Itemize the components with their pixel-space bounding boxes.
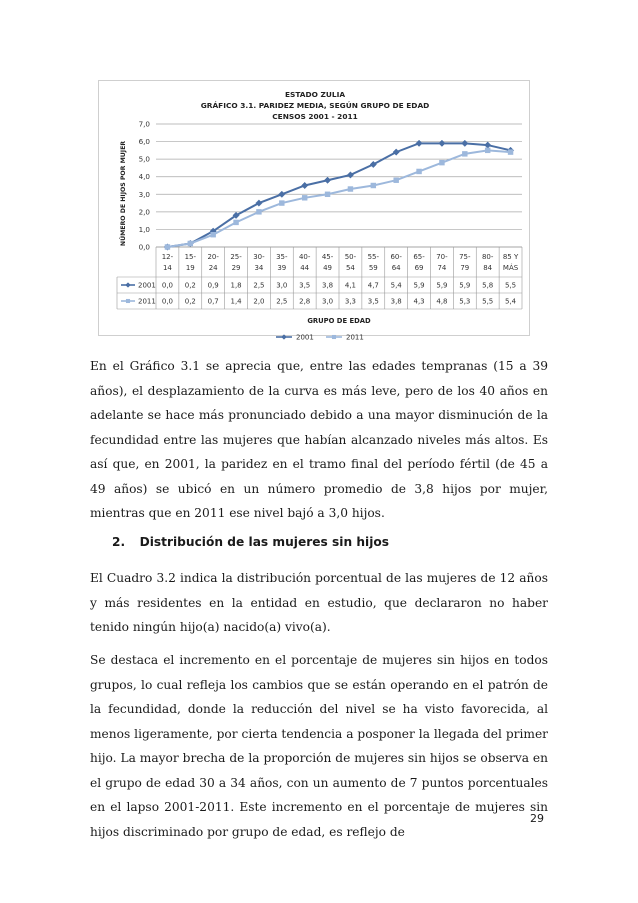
data-table-value: 3,0 xyxy=(321,297,334,306)
category-label-line1: 85 Y xyxy=(502,253,519,261)
page-number: 29 xyxy=(530,812,544,825)
data-point-2011 xyxy=(485,148,490,153)
data-point-2001 xyxy=(301,182,307,188)
category-label-line2: MÁS xyxy=(502,264,519,272)
data-table-value: 5,5 xyxy=(482,297,494,306)
data-point-2001 xyxy=(416,140,422,146)
category-label-line1: 20- xyxy=(207,253,219,261)
category-label-line2: 14 xyxy=(162,264,172,272)
category-label-line1: 60- xyxy=(390,253,402,261)
category-label-line1: 50- xyxy=(344,253,357,261)
data-point-2011 xyxy=(233,220,238,225)
data-point-2011 xyxy=(416,169,421,174)
category-label-line1: 80- xyxy=(481,253,494,261)
data-point-2011 xyxy=(279,200,284,205)
legend-label-2001: 2001 xyxy=(296,333,314,342)
category-label-line1: 40- xyxy=(298,253,311,261)
y-tick-label: 0,0 xyxy=(138,242,150,252)
category-label-line1: 25- xyxy=(230,253,242,261)
y-axis-label: NÚMERO DE HIJOS POR MUJER xyxy=(120,140,127,247)
line-chart xyxy=(99,81,531,342)
category-label-line2: 59 xyxy=(368,264,378,272)
data-point-2011 xyxy=(325,192,330,197)
y-tick-label: 2,0 xyxy=(138,207,150,217)
y-tick-label: 5,0 xyxy=(138,154,150,164)
data-table-value: 0,0 xyxy=(161,297,174,306)
table-row-label: 2001 xyxy=(138,281,156,290)
category-label-line2: 79 xyxy=(460,264,470,272)
category-label-line1: 70- xyxy=(436,253,448,261)
data-table-value: 1,4 xyxy=(230,297,242,306)
table-row-label: 2011 xyxy=(138,297,156,306)
data-table-value: 0,9 xyxy=(207,281,219,290)
legend-label-2011: 2011 xyxy=(346,333,364,342)
data-table-value: 5,9 xyxy=(459,281,471,290)
data-point-2011 xyxy=(348,186,353,191)
legend-marker-2011 xyxy=(332,335,336,339)
paragraph-chart-analysis: En el Gráfico 3.1 se aprecia que, entre las edades tempranas (15 a 39 años), el desplazamiento de la curva es más leve, pero de los 40 años en adelante se hace más pronunciado debido a una mayor disminución de la fecundidad entre las mujeres que habían alcanzado niveles más altos. Es así que, en 2001, la paridez en el tramo final del período fértil (de 45 a 49 años) se ubicó en un número promedio de 3,8 hijos por mujer, mientras que en 2011 ese nivel bajó a 3,0 hijos. xyxy=(90,359,548,520)
data-table-value: 0,7 xyxy=(207,297,219,306)
data-table-value: 3,0 xyxy=(276,281,288,290)
data-table-value: 4,1 xyxy=(344,281,357,290)
data-table-value: 5,4 xyxy=(504,297,517,306)
data-table-value: 5,9 xyxy=(413,281,425,290)
data-table-value: 0,2 xyxy=(184,281,196,290)
data-table-value: 2,0 xyxy=(253,297,265,306)
data-point-2001 xyxy=(324,177,330,183)
category-label-line2: 69 xyxy=(414,264,424,272)
data-point-2001 xyxy=(462,140,468,146)
data-point-2011 xyxy=(371,183,376,188)
chart-title-line: GRÁFICO 3.1. PARIDEZ MEDIA, SEGÚN GRUPO DE EDAD xyxy=(200,101,430,110)
category-label-line2: 29 xyxy=(231,264,241,272)
data-table-value: 1,8 xyxy=(230,281,242,290)
data-table-value: 5,5 xyxy=(504,281,517,290)
data-point-2001 xyxy=(484,142,490,148)
data-point-2011 xyxy=(393,178,398,183)
legend-marker-2001 xyxy=(282,335,287,340)
y-tick-label: 3,0 xyxy=(138,189,150,199)
legend-key-marker xyxy=(126,299,130,303)
y-tick-label: 6,0 xyxy=(138,137,150,147)
data-point-2001 xyxy=(347,172,353,178)
category-label-line1: 65- xyxy=(413,253,425,261)
category-label-line1: 75- xyxy=(459,253,471,261)
data-table-value: 0,0 xyxy=(161,281,174,290)
data-table-value: 0,2 xyxy=(184,297,196,306)
data-table-value: 5,9 xyxy=(436,281,448,290)
category-label-line1: 12- xyxy=(161,253,174,261)
y-tick-label: 7,0 xyxy=(138,119,150,129)
data-point-2011 xyxy=(508,149,513,154)
category-label-line2: 19 xyxy=(185,264,195,272)
data-table-value: 3,5 xyxy=(299,281,311,290)
data-point-2011 xyxy=(210,232,215,237)
data-point-2011 xyxy=(165,244,170,249)
chart-title-line: CENSOS 2001 - 2011 xyxy=(272,112,358,121)
y-tick-label: 4,0 xyxy=(138,172,150,182)
category-label-line2: 64 xyxy=(391,264,401,272)
data-table-value: 2,5 xyxy=(276,297,288,306)
category-label-line2: 49 xyxy=(323,264,333,272)
data-table-value: 2,5 xyxy=(253,281,265,290)
data-table-value: 3,8 xyxy=(321,281,334,290)
series-line-2011 xyxy=(167,150,510,247)
category-label-line2: 39 xyxy=(277,264,287,272)
category-label-line1: 55- xyxy=(367,253,380,261)
data-table-value: 4,3 xyxy=(413,297,425,306)
chart-title-line: ESTADO ZULIA xyxy=(284,90,346,99)
data-table-value: 3,8 xyxy=(390,297,402,306)
category-label-line2: 74 xyxy=(437,264,447,272)
section-number: 2. xyxy=(112,535,126,549)
section-title: Distribución de las mujeres sin hijos xyxy=(139,535,390,549)
data-point-2001 xyxy=(439,140,445,146)
x-axis-label: GRUPO DE EDAD xyxy=(307,317,371,325)
data-point-2001 xyxy=(279,191,285,197)
data-point-2011 xyxy=(439,160,444,165)
category-label-line2: 34 xyxy=(254,264,264,272)
section-heading xyxy=(112,535,389,549)
data-point-2011 xyxy=(302,195,307,200)
data-point-2011 xyxy=(188,241,193,246)
data-table-value: 3,3 xyxy=(344,297,357,306)
category-label-line1: 35- xyxy=(276,253,288,261)
data-table-value: 2,8 xyxy=(299,297,311,306)
paragraph-increment: Se destaca el incremento en el porcentaje de mujeres sin hijos en todos grupos, lo cual refleja los cambios que se están operando en el patrón de la fecundidad, donde la reducción del nivel se ha visto favorecida, al menos ligeramente, por cierta tendencia a posponer la llegada del primer hijo. La mayor brecha de la proporción de mujeres sin hijos se observa en el grupo de edad 30 a 34 años, con un aumento de 7 puntos porcentuales en el lapso 2001-2011. Este incremento en el porcentaje de mujeres sin hijos discriminado por grupo de edad, es reflejo de xyxy=(90,653,548,839)
category-label-line2: 24 xyxy=(208,264,218,272)
chart-container xyxy=(98,80,530,342)
data-table-value: 4,7 xyxy=(367,281,379,290)
data-table-value: 4,8 xyxy=(436,297,448,306)
data-table-value: 5,8 xyxy=(482,281,494,290)
data-point-2011 xyxy=(256,209,261,214)
category-label-line1: 45- xyxy=(321,253,334,261)
y-tick-label: 1,0 xyxy=(138,224,150,234)
paragraph-cuadro-intro: El Cuadro 3.2 indica la distribución porcentual de las mujeres de 12 años y más residentes en la entidad en estudio, que declararon no haber tenido ningún hijo(a) nacido(a) vivo(a). xyxy=(90,571,548,634)
category-label-line2: 54 xyxy=(345,264,355,272)
data-table-value: 5,4 xyxy=(390,281,402,290)
legend-key-marker xyxy=(126,283,131,288)
category-label-line1: 30- xyxy=(253,253,265,261)
data-point-2011 xyxy=(462,151,467,156)
data-table-value: 5,3 xyxy=(459,297,471,306)
data-table-value: 3,5 xyxy=(367,297,379,306)
category-label-line2: 84 xyxy=(483,264,493,272)
category-label-line1: 15- xyxy=(184,253,197,261)
category-label-line2: 44 xyxy=(300,264,310,272)
